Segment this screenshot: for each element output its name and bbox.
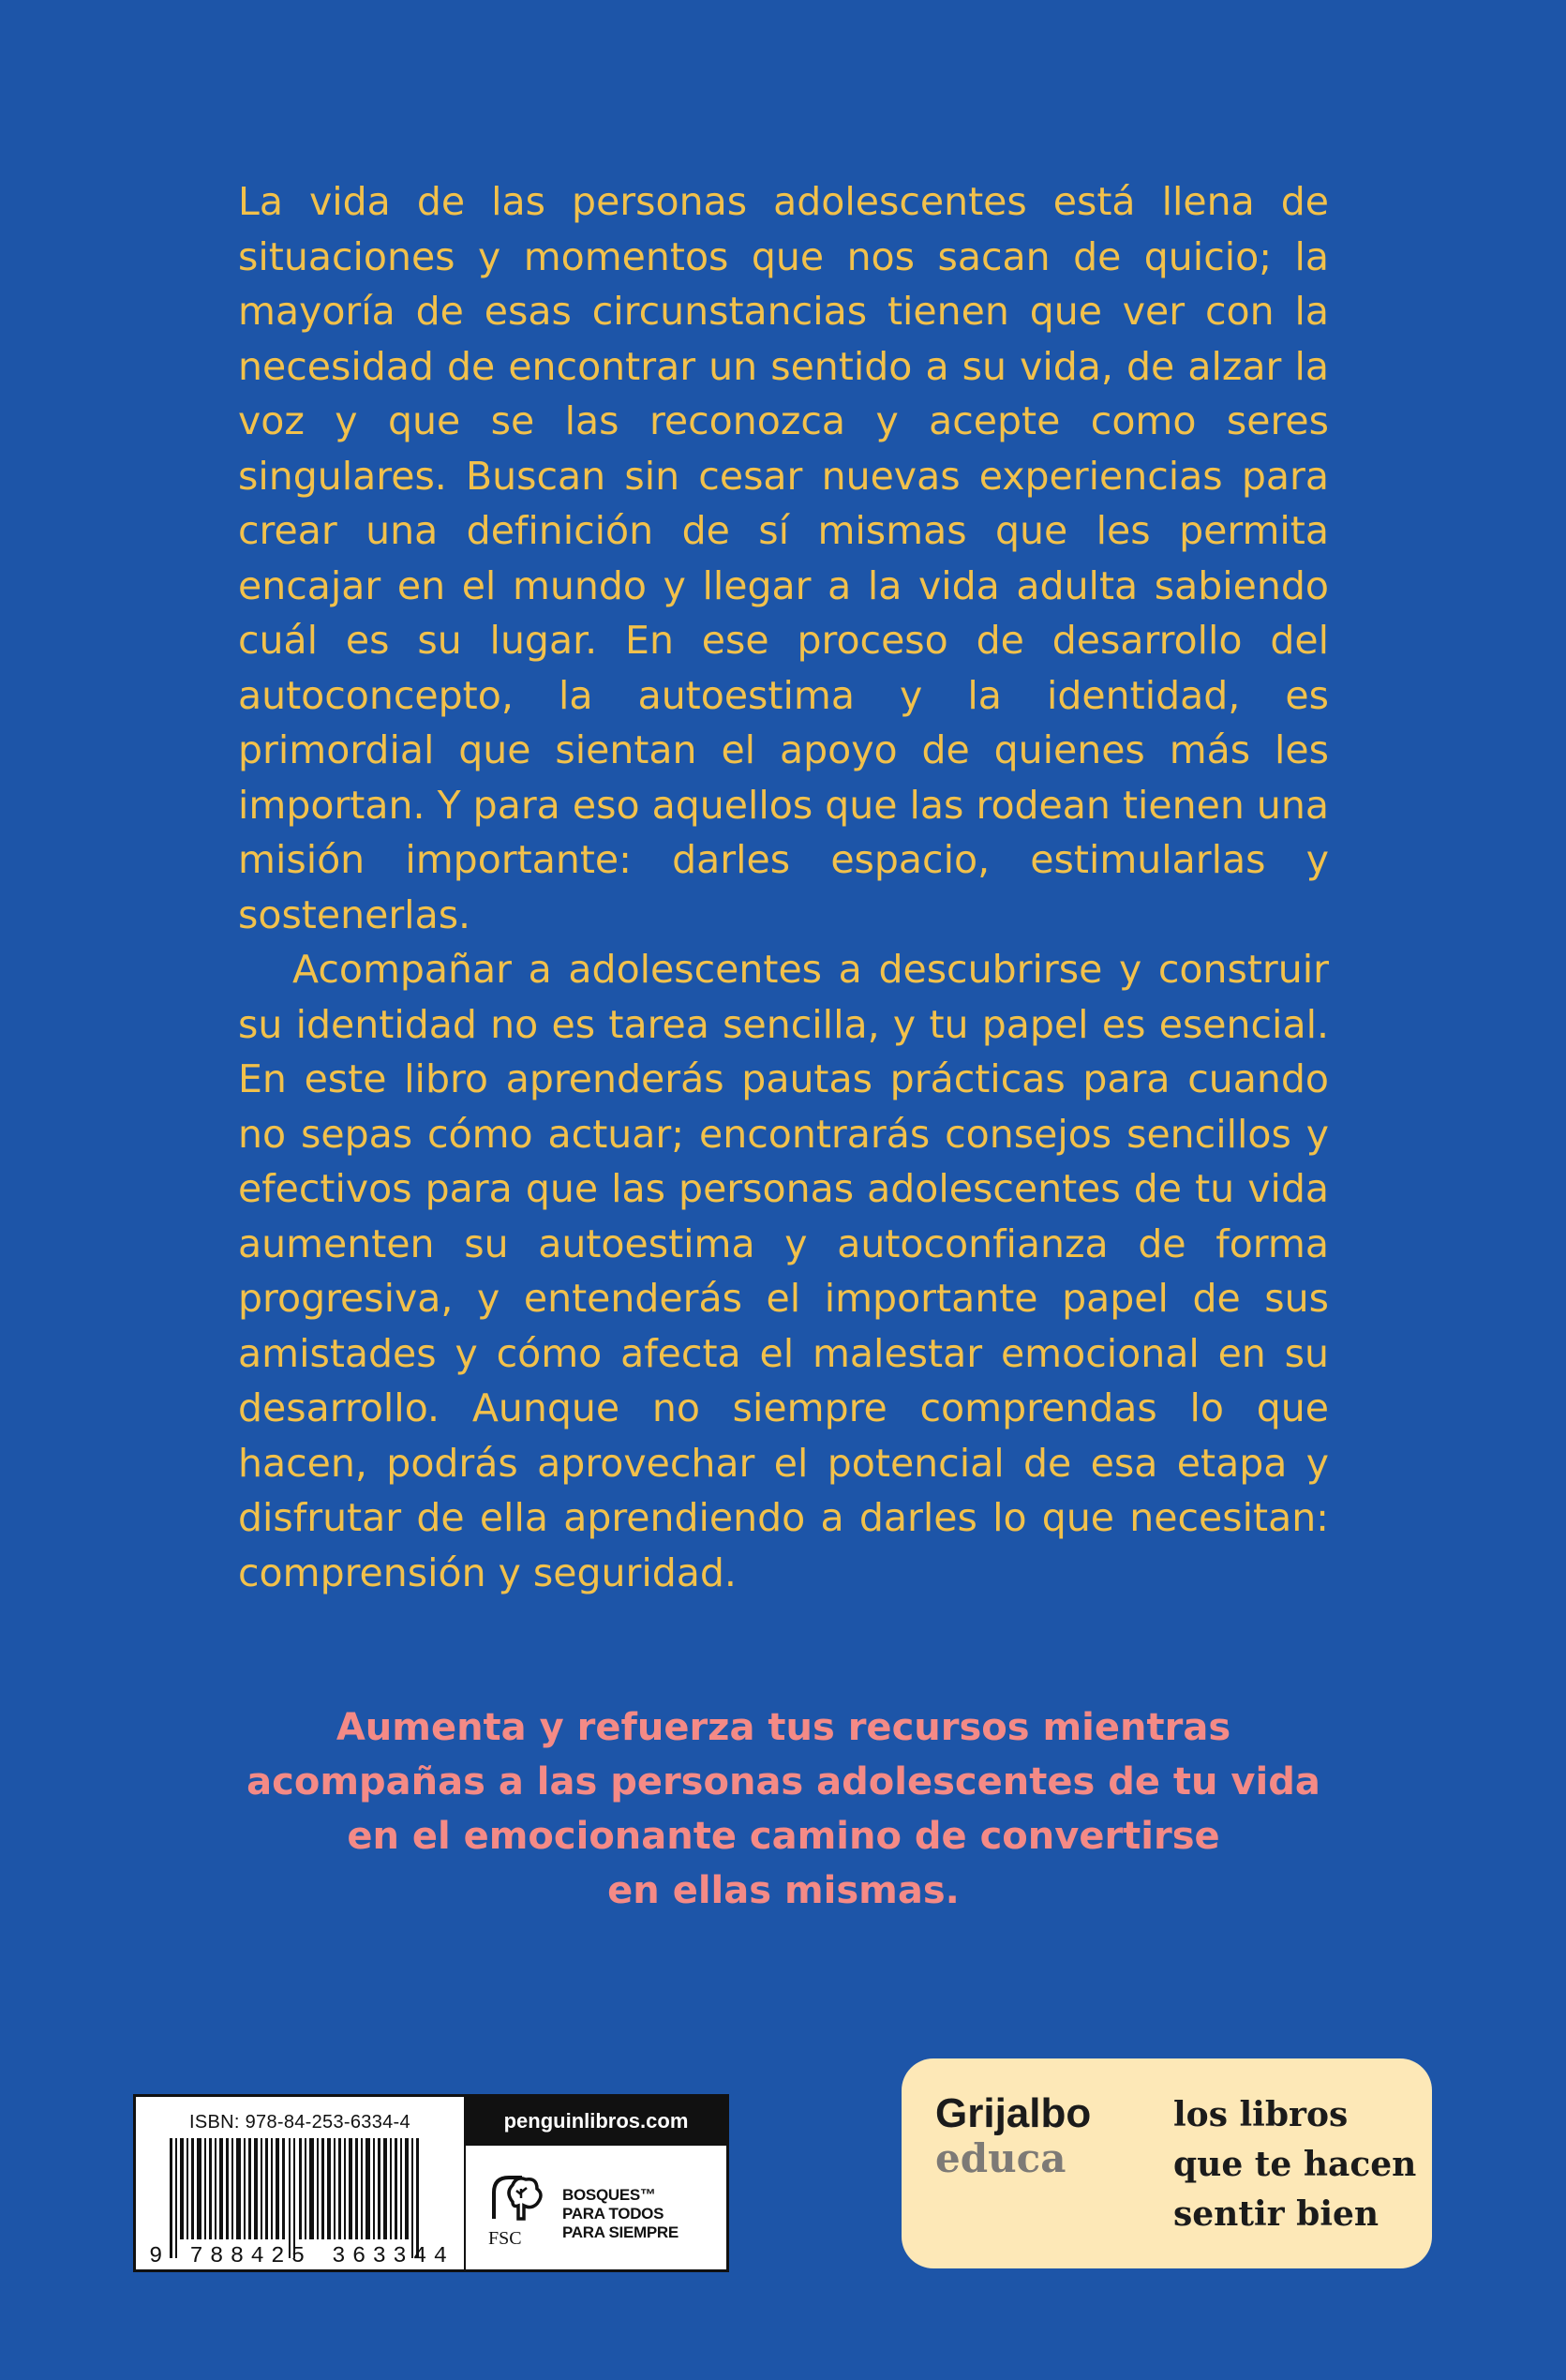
fsc-panel — [466, 2097, 726, 2269]
tagline — [206, 1700, 1361, 1918]
publisher-slogan-line: sentir bien — [1173, 2194, 1380, 2234]
tagline-line: en el emocionante camino de convertirse — [347, 1815, 1220, 1858]
publisher-imprint: educa — [935, 2135, 1066, 2181]
fsc-slogan-line: PARA TODOS — [562, 2205, 664, 2223]
barcode-image — [149, 2138, 453, 2266]
publisher-slogan-line: que te hacen — [1173, 2145, 1417, 2184]
barcode-digits: 9 788425 363344 — [149, 2244, 447, 2266]
publisher-name: Grijalbo — [935, 2090, 1092, 2136]
fsc-slogan — [562, 2186, 679, 2242]
publisher-slogan — [1173, 2090, 1416, 2239]
website-label[interactable]: penguinlibros.com — [466, 2097, 726, 2146]
barcode-panel — [133, 2094, 729, 2272]
fsc-slogan-line: BOSQUES™ — [562, 2186, 656, 2204]
publisher-badge — [902, 2058, 1432, 2268]
tagline-line: Aumenta y refuerza tus recursos mientras — [336, 1706, 1231, 1749]
blurb-paragraph-2: Acompañar a adolescentes a descubrirse y construir su identidad no es tarea sencilla, y tu papel es esencial. En este libro aprenderás pautas prácticas para cuando no sepas cómo actuar; encontrarás consejos sencillos y efectivos para que las personas adolescentes de tu vida aumenten su autoestima y autoconfianza de forma progresiva, y entenderás el importante papel de sus amistades y cómo afecta el malestar emocional en su desarrollo. Aunque no siempre comprendas lo que hacen, podrás aprovechar el potencial de esa etapa y disfrutar de ella aprendiendo a darles lo que necesitan: comprensión y seguridad. — [238, 947, 1329, 1595]
tagline-line: acompañas a las personas adolescentes de tu vida — [246, 1760, 1320, 1804]
fsc-tree-icon — [485, 2164, 550, 2228]
isbn-number: ISBN: 978-84-253-6334-4 — [189, 2112, 410, 2133]
tagline-line: en ellas mismas. — [607, 1869, 960, 1912]
fsc-slogan-line: PARA SIEMPRE — [562, 2223, 679, 2241]
fsc-label: FSC — [488, 2228, 522, 2249]
back-cover-blurb — [238, 174, 1329, 1600]
publisher-slogan-line: los libros — [1173, 2095, 1349, 2134]
isbn-barcode — [136, 2097, 466, 2269]
blurb-paragraph-1: La vida de las personas adolescentes está llena de situaciones y momentos que nos sacan de quicio; la mayoría de esas circunstancias tienen que ver con la necesidad de encontrar un sentido a su vida, de alzar la voz y que se las reconozca y acepte como seres singulares. Buscan sin cesar nuevas experiencias para crear una definición de sí mismas que les permita encajar en el mundo y llegar a la vida adulta sabiendo cuál es su lugar. En ese proceso de desarrollo del autoconcepto, la autoestima y la identidad, es primordial que sientan el apoyo de quienes más les importan. Y para eso aquellos que las rodean tienen una misión importante: darles espacio, estimularlas y sostenerlas. — [238, 179, 1329, 937]
